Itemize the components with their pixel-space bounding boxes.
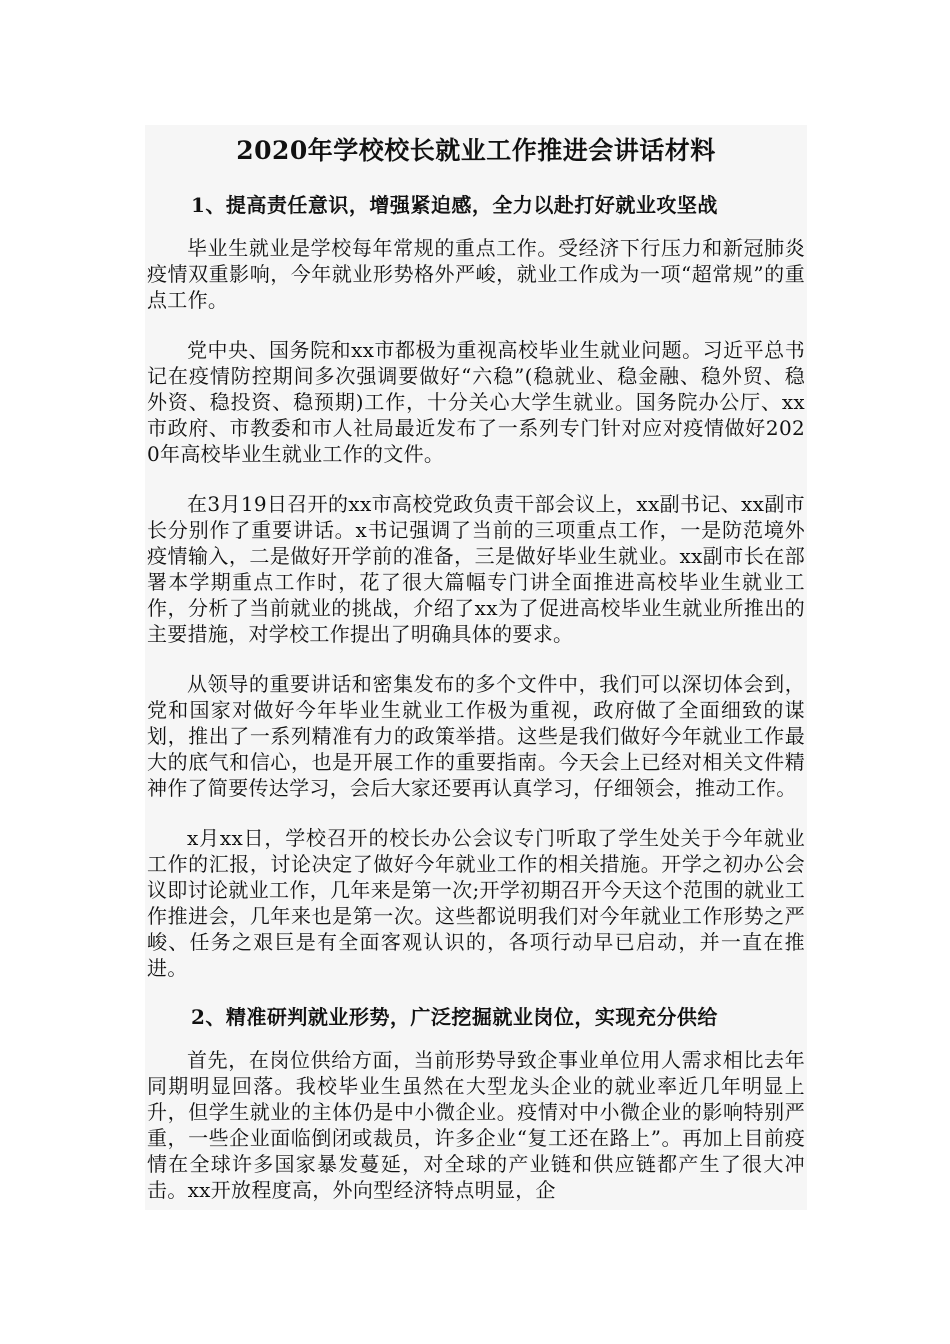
paragraph: 从领导的重要讲话和密集发布的多个文件中，我们可以深切体会到，党和国家对做好今年毕业生就业工作极为重视，政府做了全面细致的谋划，推出了一系列精准有力的政策举措。这些是我们做好今年就业工作最大的底气和信心，也是开展工作的重要指南。今天会上已经对相关文件精神作了简要传达学习，会后大家还要再认真学习，仔细领会，推动工作。: [147, 672, 805, 800]
paragraph: x月xx日，学校召开的校长办公会议专门听取了学生处关于今年就业工作的汇报，讨论决定了做好今年就业工作的相关措施。开学之初办公会议即讨论就业工作，几年来是第一次;开学初期召开今天这个范围的就业工作推进会，几年来也是第一次。这些都说明我们对今年就业工作形势之严峻、任务之艰巨是有全面客观认识的，各项行动早已启动，并一直在推进。: [147, 826, 805, 980]
paragraph: 在3月19日召开的xx市高校党政负责干部会议上，xx副书记、xx副市长分别作了重要讲话。x书记强调了当前的三项重点工作，一是防范境外疫情输入，二是做好开学前的准备，三是做好毕业生就业。xx副市长在部署本学期重点工作时，花了很大篇幅专门讲全面推进高校毕业生就业工作，分析了当前就业的挑战，介绍了xx为了促进高校毕业生就业所推出的主要措施，对学校工作提出了明确具体的要求。: [147, 492, 805, 646]
paragraph: 党中央、国务院和xx市都极为重视高校毕业生就业问题。习近平总书记在疫情防控期间多次强调要做好“六稳”(稳就业、稳金融、稳外贸、稳外资、稳投资、稳预期)工作，十分关心大学生就业。国务院办公厅、xx市政府、市教委和市人社局最近发布了一系列专门针对应对疫情做好2020年高校毕业生就业工作的文件。: [147, 338, 805, 466]
document-page: [145, 125, 807, 1210]
section-heading-2: 2、精准研判就业形势，广泛挖掘就业岗位，实现充分供给: [191, 1005, 718, 1029]
document-content: [145, 125, 807, 1203]
paragraph: 首先，在岗位供给方面，当前形势导致企事业单位用人需求相比去年同期明显回落。我校毕业生虽然在大型龙头企业的就业率近几年明显上升，但学生就业的主体仍是中小微企业。疫情对中小微企业的影响特别严重，一些企业面临倒闭或裁员，许多企业“复工还在路上”。再加上目前疫情在全球许多国家暴发蔓延，对全球的产业链和供应链都产生了很大冲击。xx开放程度高，外向型经济特点明显，企: [147, 1048, 805, 1202]
paragraph: 毕业生就业是学校每年常规的重点工作。受经济下行压力和新冠肺炎疫情双重影响，今年就业形势格外严峻，就业工作成为一项“超常规”的重点工作。: [147, 236, 805, 312]
document-title: 2020年学校校长就业工作推进会讲话材料: [236, 136, 716, 165]
section-heading-1: 1、提高责任意识，增强紧迫感，全力以赴打好就业攻坚战: [191, 193, 718, 217]
